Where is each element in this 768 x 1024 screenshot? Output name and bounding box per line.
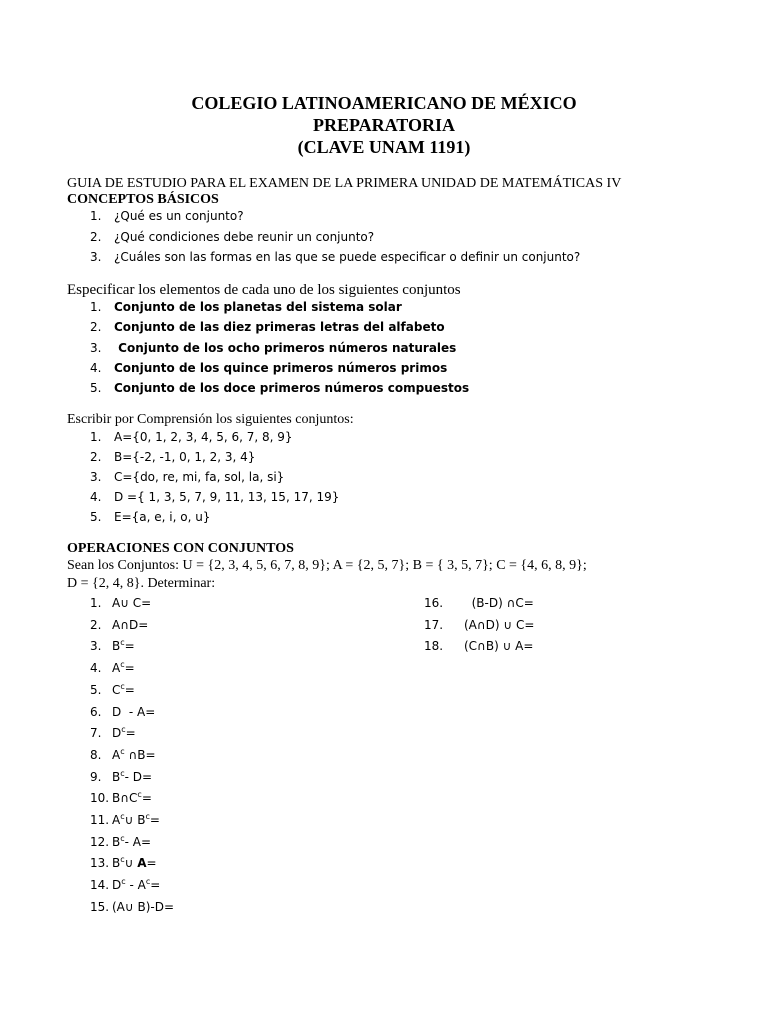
list-item-number: 12. [90, 834, 110, 849]
list-item [90, 791, 152, 805]
list-item-text: D - A= [112, 704, 156, 719]
list-item [90, 341, 456, 355]
list-item-number: 4. [90, 360, 102, 375]
list-item [424, 618, 534, 632]
list-item [90, 661, 135, 675]
list-item-text: ¿Cuáles son las formas en las que se puede especificar o definir un conjunto? [114, 250, 581, 264]
list-item-number: 2. [90, 320, 102, 335]
list-item-number: 2. [90, 229, 102, 244]
list-item-number: 4. [90, 661, 102, 676]
list-item [90, 726, 136, 740]
list-item [90, 618, 148, 632]
list-item-text: $A^c=$ [112, 660, 135, 676]
list-item-text: Conjunto de los planetas del sistema solar [114, 300, 402, 314]
list-item [90, 856, 157, 870]
list-item [90, 639, 135, 653]
list-item [90, 705, 155, 719]
list-item-text: Conjunto de las diez primeras letras del alfabeto [114, 320, 445, 335]
list-item-number: 1. [90, 430, 102, 444]
list-item-text: $B\cap C^c=$ [112, 790, 152, 806]
list-item [90, 813, 160, 827]
list-item-number: 7. [90, 726, 102, 741]
list-item-text: Conjunto de los ocho primeros números naturales [114, 340, 457, 355]
school-name: COLEGIO LATINOAMERICANO DE MÉXICO [191, 93, 577, 113]
list-item [424, 596, 534, 610]
list-item [90, 510, 210, 524]
list-item-text: (B-D) ∩C= [464, 596, 534, 610]
list-item [90, 748, 156, 762]
list-item-number: 9. [90, 769, 102, 784]
list-item-number: 11. [90, 813, 110, 827]
list-item-text: C={do, re, mi, fa, sol, la, si} [114, 470, 285, 484]
list-item-text: $B^c-$ D= [112, 768, 153, 784]
list-item-text: A={0, 1, 2, 3, 4, 5, 6, 7, 8, 9} [114, 430, 293, 444]
list-item-text: $B^c\cup$ A= [112, 855, 157, 871]
list-item-number: 15. [90, 899, 110, 914]
list-item-number: 3. [90, 340, 102, 355]
list-item-number: 3. [90, 250, 102, 264]
list-item [90, 900, 174, 914]
list-item-number: 1. [90, 596, 102, 610]
list-item-text: $A^c$ ∩B= [112, 746, 156, 762]
list-item-text: E={a, e, i, o, u} [114, 510, 211, 524]
list-item [90, 381, 469, 395]
list-item [90, 490, 339, 504]
list-item [90, 320, 445, 334]
list-item [90, 596, 151, 610]
list-item-number: 3. [90, 639, 102, 654]
list-item [90, 470, 284, 484]
list-item-number: 2. [90, 450, 102, 464]
list-item-number: 3. [90, 470, 102, 484]
list-item-number: 8. [90, 747, 102, 762]
list-item-text: ¿Qué condiciones debe reunir un conjunto? [114, 229, 375, 244]
list-item [90, 361, 447, 375]
list-item-number: 17. [424, 617, 444, 632]
list-item-text: (A∩D) ∪ C= [464, 617, 535, 632]
list-item-number: 6. [90, 704, 102, 719]
list-item-text: A∪ C= [112, 596, 152, 610]
list-item [90, 683, 135, 697]
list-item-number: 5. [90, 510, 102, 524]
school-level: PREPARATORIA [312, 115, 455, 135]
list-item-number: 13. [90, 856, 110, 871]
list-item [90, 250, 580, 264]
list-item-text: $C^c=$ [112, 681, 135, 697]
list-item [90, 300, 402, 314]
list-item [90, 430, 293, 444]
list-item-text: Conjunto de los quince primeros números primos [114, 360, 448, 375]
list-item [90, 878, 160, 892]
list-item-text: Conjunto de los doce primeros números compuestos [114, 381, 470, 396]
list-item-text: D ={ 1, 3, 5, 7, 9, 11, 13, 15, 17, 19} [114, 490, 340, 504]
section-basic-concepts-title: CONCEPTOS BÁSICOS [67, 192, 219, 207]
list-item-text: $D^c - A^c=$ [112, 877, 161, 893]
list-item-number: 1. [90, 209, 102, 223]
list-item-text: $A^c\cup$ $B^c=$ [112, 812, 160, 827]
sets-definition-line2: D = {2, 4, 8}. Determinar: [67, 576, 216, 591]
school-code: (CLAVE UNAM 1191) [297, 137, 471, 157]
section-operations-title: OPERACIONES CON CONJUNTOS [67, 541, 294, 556]
list-item-number: 2. [90, 617, 102, 632]
list-item-number: 14. [90, 878, 110, 893]
sets-definition-line1: Sean los Conjuntos: U = {2, 3, 4, 5, 6, 7, 8, 9}; A = {2, 5, 7}; B = { 3, 5, 7}; C = {4, 6, 8, 9}; [67, 558, 587, 573]
list-item-text: A∩D= [112, 617, 149, 632]
list-item-text: $B^c=$ [112, 638, 135, 654]
section-comprehension-title: Escribir por Comprensión los siguientes conjuntos: [67, 412, 354, 427]
list-item [90, 209, 244, 223]
list-item-text: $B^c-$ A= [112, 833, 152, 849]
list-item-text: ¿Qué es un conjunto? [114, 209, 244, 223]
list-item-text: (C∩B) ∪ A= [464, 639, 534, 653]
list-item-number: 5. [90, 682, 102, 697]
list-item-number: 10. [90, 791, 110, 806]
list-item [424, 639, 533, 653]
list-item-number: 5. [90, 381, 102, 396]
list-item [90, 450, 255, 464]
study-guide-title: GUIA DE ESTUDIO PARA EL EXAMEN DE LA PRIMERA UNIDAD DE MATEMÁTICAS IV [67, 176, 622, 191]
list-item-text: B={-2, -1, 0, 1, 2, 3, 4} [114, 450, 256, 464]
list-item-text: $D^c=$ [112, 725, 136, 741]
list-item-number: 4. [90, 490, 102, 504]
list-item-number: 18. [424, 639, 444, 653]
list-item-number: 16. [424, 596, 444, 610]
list-item-number: 1. [90, 300, 102, 314]
list-item-text: (A∪ B)-D= [112, 899, 175, 914]
list-item [90, 835, 151, 849]
section-specify-title: Especificar los elementos de cada uno de los siguientes conjuntos [67, 282, 461, 298]
list-item [90, 770, 152, 784]
list-item [90, 230, 374, 244]
